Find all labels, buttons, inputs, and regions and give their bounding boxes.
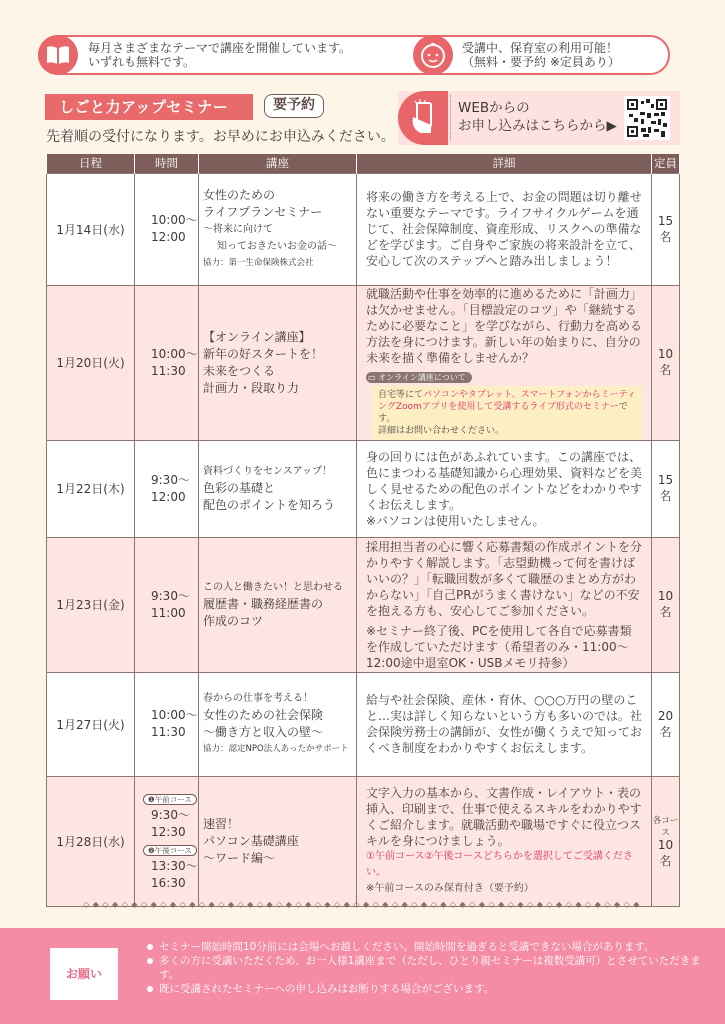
notice-item: 既に受講されたセミナーへの申し込みはお断りする場合がございます。 <box>145 982 705 996</box>
course-cell: 女性のための ライフプランセミナー ～将来に向けて 知っておきたいお金の話～ 協力：第一生命保険株式会社 <box>199 173 357 285</box>
capacity-cell: 10名 <box>652 285 680 440</box>
book-icon <box>38 35 78 75</box>
notice-list <box>145 940 705 996</box>
detail-cell: 文字入力の基本から、文書作成・レイアウト・表の挿入、印刷まで、仕事で使えるスキルをわかりやすくご紹介します。就職活動や職場ですぐに役立つスキルを身につけましょう。 ①午前コース②午後コースどちらかを選択してご受講ください。 ※午前コースのみ保育付き（要予約） <box>357 776 652 906</box>
course-cell: 速習！ パソコン基礎講座 ～ワード編～ <box>199 776 357 906</box>
am-course-tag: ❶午前コース <box>143 794 197 805</box>
capacity-cell: 各コース 10名 <box>652 776 680 906</box>
header-time: 時間 <box>135 154 199 173</box>
detail-cell: 身の回りには色があふれています。この講座では、色にまつわる基礎知識から心理効果、資料などを美しく見せるための配色のポイントなどをわかりやすくお伝えします。 ※パソコンは使用いたしません。 <box>357 440 652 537</box>
reservation-required-badge: 要予約 <box>264 94 324 118</box>
first-come-notice: 先着順の受付になります。お早めにお申込みください。 <box>46 129 395 145</box>
seminar-title: しごと力アップセミナー <box>45 94 253 120</box>
table-row <box>47 776 680 906</box>
table-row <box>47 537 680 672</box>
time-cell: 10:00～ 12:00 <box>135 173 199 285</box>
header-detail: 詳細 <box>357 154 652 173</box>
seminar-schedule-table <box>46 154 680 907</box>
online-course-note: 自宅等にてパソコンやタブレット、スマートフォンからミーティングZoomアプリを使用して受講するライブ形式のセミナーです。 詳細はお問い合わせください。 <box>372 386 643 440</box>
date-cell: 1月22日(木) <box>47 440 135 537</box>
date-cell: 1月20日(火) <box>47 285 135 440</box>
pm-course-tag: ❷午後コース <box>143 845 197 856</box>
date-cell: 1月27日(火) <box>47 672 135 776</box>
qr-code-icon[interactable] <box>624 96 670 140</box>
sponsor-text: 協力：認定NPO法人あったかサポート <box>203 744 349 754</box>
detail-cell: 採用担当者の心に響く応募書類の作成ポイントを分かりやすく解説します。「志望動機って何を書けばいいの？」「転職回数が多くて職歴のまとめ方がわからない」「自己PRがうまく書けない」などの不安を抱える方も、安心してご参加ください。 ※セミナー終了後、PCを使用して各自で応募書類を作成していただけます（希望者のみ・11:00～12:00途中退室OK・USBメモリ持参） <box>357 537 652 672</box>
time-cell: 10:00～ 11:30 <box>135 285 199 440</box>
capacity-cell: 20名 <box>652 672 680 776</box>
notice-item: セミナー開始時間10分前には会場へお越しください。開始時間を過ぎると受講できない場合があります。 <box>145 940 705 954</box>
course-cell: 春からの仕事を考える！ 女性のための社会保険 ～働き方と収入の壁～ 協力：認定NPO法人あったかサポート <box>199 672 357 776</box>
course-cell: 【オンライン講座】 新年の好スタートを！ 未来をつくる 計画力・段取り力 <box>199 285 357 440</box>
capacity-cell: 15名 <box>652 173 680 285</box>
online-course-label: ▭ オンライン講座について <box>366 372 472 383</box>
computer-icon: ▭ <box>368 372 379 382</box>
capacity-cell: 10名 <box>652 537 680 672</box>
web-apply-box[interactable] <box>398 91 680 145</box>
time-cell: 9:30～ 12:00 <box>135 440 199 537</box>
sponsor-text: 協力：第一生命保険株式会社 <box>203 257 314 268</box>
time-cell: ❶午前コース 9:30～ 12:30 ❷午後コース 13:30～ 16:30 <box>135 776 199 906</box>
date-cell: 1月14日(水) <box>47 173 135 285</box>
course-cell: この人と働きたい！と思わせる 履歴書・職務経歴書の 作成のコツ <box>199 537 357 672</box>
detail-cell: 就職活動や仕事を効率的に進めるために「計画力」は欠かせません。「目標設定のコツ」や「継続するために必要なこと」を学びながら、行動力を高める方法を身につけます。新しい年の始まりに、自分の未来を描く準備をしませんか？ ▭ オンライン講座について 自宅等にてパソコンやタブレット、スマートフォンからミーティングZoomアプリを使用して受講するライブ形式のセミナーです。 詳細はお問い合わせください。 <box>357 285 652 440</box>
table-row <box>47 285 680 440</box>
notice-label: お願い <box>50 948 118 1000</box>
time-cell: 10:00～ 11:30 <box>135 672 199 776</box>
web-apply-text[interactable]: WEBからの お申し込みはこちらから▶ <box>458 100 617 134</box>
free-seminar-text: 毎月さまざまなテーマで講座を開催しています。 いずれも無料です。 <box>88 41 352 69</box>
time-cell: 9:30～ 11:00 <box>135 537 199 672</box>
notice-item: 多くの方に受講いただくため、お一人様1講座まで（ただし、ひとり親セミナーは複数受講可）とさせていただきます。 <box>145 954 705 982</box>
childcare-text: 受講中、保育室の利用可能！ （無料・要予約 ※定員あり） <box>462 41 620 69</box>
info-banner <box>38 35 670 75</box>
detail-cell: 将来の働き方を考える上で、お金の問題は切り離せない重要なテーマです。ライフサイクルゲームを通じて、社会保障制度、資産形成、リスクへの準備などを学びます。ご自身やご家族の将来設計を立て、安心して次のステップへと踏み出しましょう！ <box>357 173 652 285</box>
smartphone-hand-icon <box>398 91 448 145</box>
date-cell: 1月28日(水) <box>47 776 135 906</box>
table-row <box>47 173 680 285</box>
table-header-row <box>47 154 680 173</box>
detail-cell: 給与や社会保険、産休・育休、○○○万円の壁のこと…実は詳しく知らないという方も多いのでは。社会保険労務士の講師が、女性が働くうえで知っておくべき制度をわかりやすくお伝えします。 <box>357 672 652 776</box>
table-row <box>47 440 680 537</box>
table-row <box>47 672 680 776</box>
header-course: 講座 <box>199 154 357 173</box>
date-cell: 1月23日(金) <box>47 537 135 672</box>
capacity-cell: 15名 <box>652 440 680 537</box>
course-cell: 資料づくりをセンスアップ！ 色彩の基礎と 配色のポイントを知ろう <box>199 440 357 537</box>
baby-face-icon <box>413 35 453 75</box>
header-date: 日程 <box>47 154 135 173</box>
separator <box>450 95 451 141</box>
notice-section <box>0 928 725 1024</box>
header-capacity: 定員 <box>652 154 680 173</box>
diamond-divider: ◇◆◇◆◇◆◇◆◇◆◇◆◇◆◇◆◇◆◇◆◇◆◇◆◇◆◇◆◇◆◇◆◇◆◇◆◇◆◇◆◇◆◇◆◇◆◇◆◇◆◇◆◇◆◇◆◇◆ <box>83 900 643 909</box>
